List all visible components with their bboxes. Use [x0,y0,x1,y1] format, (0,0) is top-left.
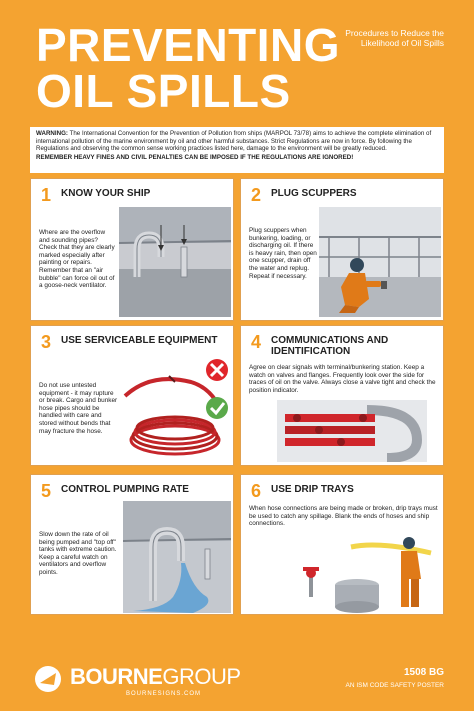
section-text: When hose connections are being made or broken, drip trays must be used to catch any spillage. Blank the ends of hoses and ship connections. [249,505,438,528]
section-title: USE SERVICEABLE EQUIPMENT [61,335,218,346]
brand-light: GROUP [162,664,241,689]
section-card-2 [240,178,444,321]
section-card-3 [30,325,234,466]
section-card-4 [240,325,444,466]
hose-illustration [121,352,233,464]
section-text: Slow down the rate of oil being pumped and "top off" tanks with extreme caution. Keep a careful watch on ventilators and overflow points. [39,531,117,576]
section-card-1 [30,178,234,321]
drip-tray-illustration [291,533,441,613]
section-title: CONTROL PUMPING RATE [61,484,189,495]
section-title: KNOW YOUR SHIP [61,188,151,199]
brand-bold: BOURNE [70,664,163,689]
poster-subtitle: Procedures to Reduce the Likelihood of Oil Spills [345,28,444,48]
section-title: COMMUNICATIONS AND IDENTIFICATION [271,335,389,357]
overflow-pipe-illustration [123,501,231,613]
poster-code: 1508 BG [403,667,444,678]
crew-plugging-scupper-illustration [319,207,441,317]
bourne-logo-icon [34,665,62,693]
section-number: 6 [251,481,262,501]
warning-text: The International Convention for the Prevention of Pollution from ships (MARPOL 73/78) aims to achieve the complete elimination of international pollution of the marine environment by oil and other harmful substances. Strict Regulations are now in force. By following the Regulations and observing the common sense working practices listed here, damage to the environment will be greatly reduced. [36,130,432,152]
section-text: Where are the overflow and sounding pipes? Check that they are clearly marked especially after painting or repairs. Remember that an "air bubble" can force oil out of a goose-neck ventilator. [39,229,115,290]
ship-deck-illustration [119,207,231,317]
warning-remember: REMEMBER HEAVY FINES AND CIVIL PENALTIES CAN BE IMPOSED IF THE REGULATIONS ARE IGNORED! [36,153,354,161]
section-title: USE DRIP TRAYS [271,484,354,495]
poster-tagline: AN ISM CODE SAFETY POSTER [345,682,444,689]
good-check-icon [206,397,228,419]
section-text: Plug scuppers when bunkering, loading, or discharging oil. If there is heavy rain, then open one scupper, drain off the water and replug. Repeat if necessary. [249,227,317,280]
section-number: 5 [41,481,52,501]
section-text: Do not use untested equipment - it may rupture or break. Cargo and bunker hose pipes should be handled with care and stored without bends that may fracture the hose. [39,382,118,435]
section-number: 3 [41,332,52,352]
warning-box [30,127,444,173]
title-line-2: OIL SPILLS [36,65,291,117]
section-card-5 [30,474,234,615]
valve-manifold-illustration [277,400,427,462]
section-title: PLUG SCUPPERS [271,188,357,199]
title-line-1: PREVENTING [36,19,341,71]
section-number: 2 [251,185,262,205]
warning-label: WARNING: [36,130,68,137]
brand-logo-text [70,664,241,690]
poster-title [36,19,341,117]
section-card-6 [240,474,444,615]
brand-url: BOURNESIGNS.COM [126,691,202,697]
section-number: 1 [41,185,52,205]
section-text: Agree on clear signals with terminal/bunkering station. Keep a watch on valves and flanges. Frequently look over the side for traces of oil on the valve. Always close a valve tight and check the position indicator. [249,364,436,394]
section-number: 4 [251,332,262,352]
